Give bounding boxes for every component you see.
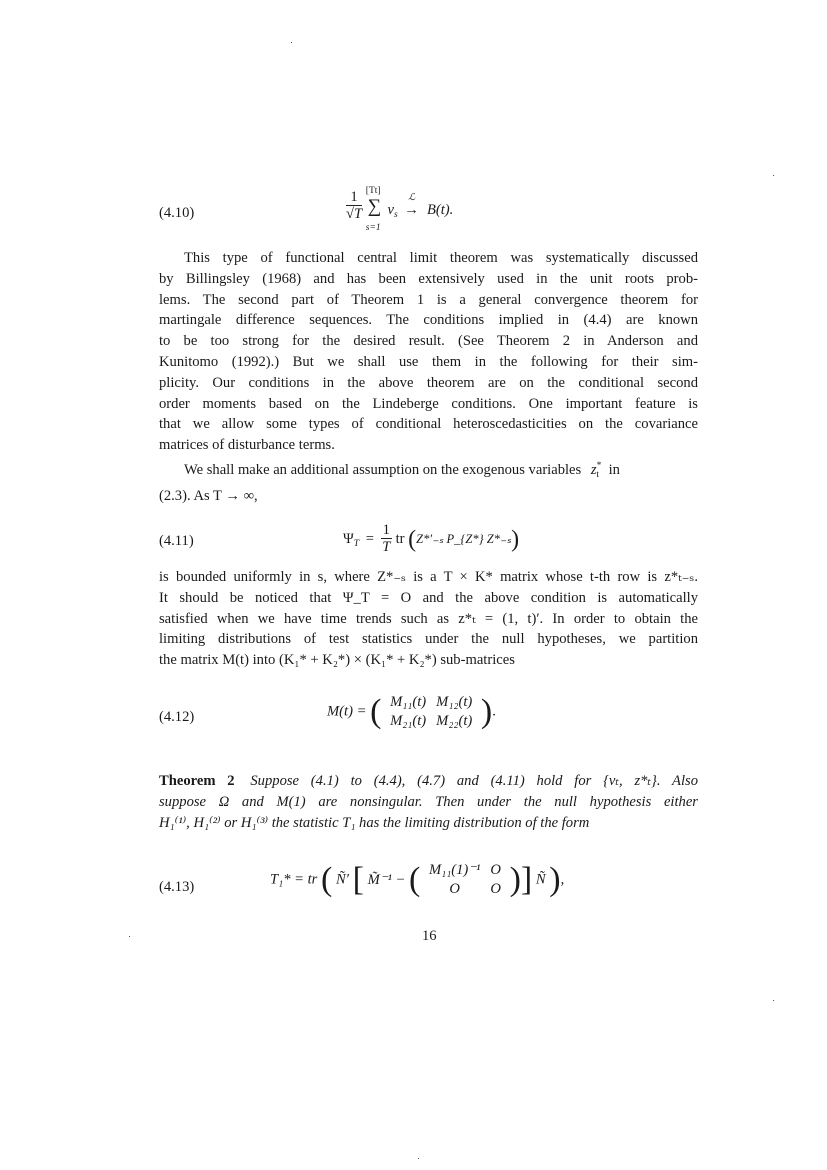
scan-speck <box>773 175 774 176</box>
equation-label-4-12: (4.12) <box>159 709 195 725</box>
eq-4-13-m-inverse: M̃⁻¹ − <box>367 872 406 888</box>
matrix-entry: M₁₁(1)⁻¹ <box>428 862 481 878</box>
sum-symbol: ∑ <box>367 196 382 217</box>
equation-4-13 <box>270 861 564 899</box>
theorem-line-2: suppose Ω and M(1) are nonsingular. Then under the null hypothesis either <box>159 793 698 810</box>
arrow-label: ℒ <box>408 193 416 203</box>
para1-line: This type of functional central limit theorem was systematically discussed <box>184 250 698 266</box>
eq-4-11-inner: Z*′₋ₛ P_{Z*} Z*₋ₛ <box>416 531 512 546</box>
theorem-text: Suppose (4.1) to (4.4), (4.7) and (4.11) hold for {vₜ, z*ₜ}. Also <box>250 773 698 789</box>
equation-4-12 <box>327 693 496 731</box>
left-paren: ( <box>321 861 333 898</box>
eq-4-10-summand-sub: s <box>393 210 398 220</box>
right-paren: ) <box>549 861 561 898</box>
theorem-title: Theorem 2 <box>159 773 235 789</box>
paragraph-1 <box>159 248 698 456</box>
matrix-block <box>424 861 506 899</box>
eq-4-10-fraction <box>346 190 362 223</box>
eq-4-11-lhs: Ψ <box>343 530 354 547</box>
matrix-entry: M₂₂(t) <box>436 713 473 729</box>
scan-speck <box>418 1158 419 1159</box>
arrow-symbol: → <box>404 202 419 218</box>
eq-4-12-lhs: M(t) = <box>327 703 367 720</box>
para2-line-1 <box>159 456 698 486</box>
theorem-line-3: H₁⁽¹⁾, H₁⁽²⁾ or H₁⁽³⁾ the statistic T₁ has the limiting distribution of the form <box>159 814 590 831</box>
matrix-entry: M₁₁(t) <box>390 694 427 710</box>
eq-4-11-denominator: T <box>382 539 391 555</box>
para3-line: satisfied when we have time trends such as z*ₜ = (1, t)′. In order to obtain the <box>159 610 698 627</box>
para1-line: Kunitomo (1992).) But we shall use them in the following for their sim- <box>159 353 698 370</box>
right-bracket: ] <box>520 861 533 898</box>
eq-4-13-comma: , <box>560 871 565 888</box>
para2-var-sub: t <box>596 470 599 480</box>
left-bracket: [ <box>352 861 364 898</box>
equation-4-11 <box>343 523 519 556</box>
eq-4-10-summand: v <box>387 202 394 218</box>
equation-4-10 <box>346 186 453 236</box>
matrix-entry: O <box>490 862 501 878</box>
theorem-line-1 <box>159 771 698 792</box>
eq-4-10-numerator: 1 <box>346 190 362 206</box>
right-paren: ) <box>509 861 521 898</box>
paragraph-2 <box>159 456 698 507</box>
eq-4-12-period: . <box>492 703 496 720</box>
page-number: 16 <box>422 928 437 944</box>
eq-4-13-n-prime: Ñ′ <box>336 871 349 888</box>
scan-speck <box>773 1000 774 1001</box>
para1-line: matrices of disturbance terms. <box>159 437 335 454</box>
eq-4-13-lhs: T₁* = tr <box>270 871 318 888</box>
eq-4-10-rhs: B(t). <box>426 202 454 218</box>
eq-4-11-numerator: 1 <box>382 522 390 538</box>
right-paren: ) <box>511 526 520 553</box>
eq-4-10-denominator: √T <box>346 206 363 222</box>
left-paren: ( <box>408 861 421 898</box>
equation-label-4-11: (4.11) <box>159 533 194 549</box>
para1-line: that we allow some types of conditional heteroscedasticities on the covariance <box>159 416 698 433</box>
eq-4-10-arrow <box>404 193 420 219</box>
para1-line: lems. The second part of Theorem 1 is a general convergence theorem for <box>159 291 698 308</box>
para2-line1-end: in <box>608 462 620 478</box>
para1-line: to be too strong for the desired result. (See Theorem 2 in Anderson and <box>159 333 698 350</box>
para3-line: limiting distributions of test statistics under the null hypotheses, we partition <box>159 631 698 648</box>
equation-label-4-10: (4.10) <box>159 205 195 221</box>
para3-line: is bounded uniformly in s, where Z*₋ₛ is a T × K* matrix whose t-th row is z*ₜ₋ₛ. <box>159 569 698 585</box>
eq-4-11-equals: = <box>365 530 374 547</box>
eq-4-10-sum <box>366 186 384 236</box>
sum-upper-limit: [Tt] <box>365 186 381 196</box>
para2-line1-text: We shall make an additional assumption on the exogenous variables <box>184 462 582 478</box>
right-paren: ) <box>480 693 493 730</box>
equation-label-4-13: (4.13) <box>159 879 195 895</box>
para2-var-sup: * <box>596 461 602 471</box>
para2-var: z <box>590 462 597 478</box>
matrix-entry: M₁₂(t) <box>436 694 473 710</box>
matrix-m-partition <box>385 693 477 731</box>
para1-line: martingale difference sequences. The conditions implied in (4.4) are known <box>159 312 698 329</box>
para2-line-2: (2.3). As T → ∞, <box>159 487 258 504</box>
paragraph-3 <box>159 567 698 671</box>
eq-4-13-n-tilde: Ñ <box>535 871 546 888</box>
matrix-entry: O <box>490 881 501 897</box>
scan-speck <box>129 936 130 937</box>
matrix-entry: M₂₁(t) <box>390 713 427 729</box>
para3-line: It should be noticed that Ψ_T = O and the above condition is automatically <box>159 589 698 606</box>
left-paren: ( <box>370 693 382 730</box>
theorem-2 <box>159 771 698 833</box>
eq-4-11-trace: tr <box>395 530 405 547</box>
para3-line: the matrix M(t) into (K₁* + K₂*) × (K₁* + K₂*) sub-matrices <box>159 652 515 669</box>
para1-line: by Billingsley (1968) and has been extensively used in the unit roots prob- <box>159 270 698 287</box>
eq-4-11-fraction <box>381 523 392 556</box>
sum-lower-limit: s=1 <box>365 223 381 233</box>
left-paren: ( <box>408 526 417 553</box>
matrix-entry: O <box>449 881 460 897</box>
scan-speck <box>291 42 292 43</box>
para1-line: plicity. Our conditions in the above theorem are on the conditional second <box>159 374 698 391</box>
eq-4-11-lhs-sub: T <box>353 538 360 549</box>
para1-line: order moments based on the Lindeberge conditions. One important feature is <box>159 395 698 412</box>
